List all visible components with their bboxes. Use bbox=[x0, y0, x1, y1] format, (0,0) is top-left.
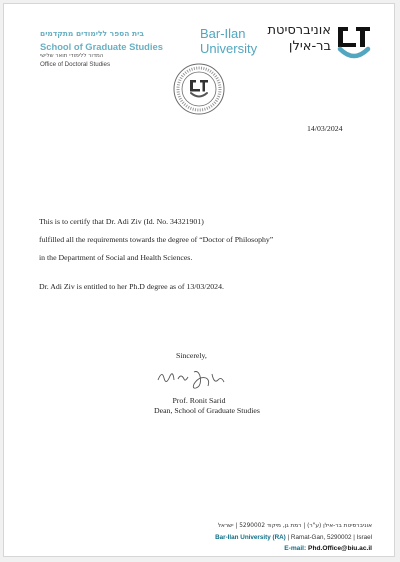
closing-text: Sincerely, bbox=[176, 351, 207, 360]
footer-email-label: E-mail: bbox=[284, 545, 309, 552]
footer-email-link[interactable]: Phd.Office@biu.ac.il bbox=[308, 545, 372, 552]
document-page bbox=[3, 3, 395, 557]
footer-english-address bbox=[215, 534, 372, 541]
university-seal-stamp-icon bbox=[172, 62, 226, 116]
footer-hebrew-address bbox=[218, 523, 372, 529]
certification-line-1: This is to certify that Dr. Adi Ziv (Id. No. 34321901) bbox=[39, 217, 204, 226]
certification-line-3: in the Department of Social and Health Sciences. bbox=[39, 253, 193, 262]
signer-name: Prof. Ronit Sarid bbox=[172, 396, 226, 405]
school-name-hebrew: בית הספר ללימודים מתקדמים bbox=[40, 29, 144, 38]
office-name-english: Office of Doctoral Studies bbox=[40, 61, 111, 68]
footer-email bbox=[284, 545, 372, 552]
university-name-hebrew-line1: אוניברסיטת bbox=[267, 23, 331, 38]
university-name-hebrew-line2: בר-אילן bbox=[288, 39, 331, 54]
footer-hebrew-address-text: אוניברסיטת בר-אילן (ע"ר) | רמת גן, מיקוד 5290002 | ישראל bbox=[217, 523, 372, 529]
signer-title: Dean, School of Graduate Studies bbox=[154, 406, 260, 415]
handwritten-signature-icon bbox=[154, 364, 229, 394]
entitlement-line: Dr. Adi Ziv is entitled to her Ph.D degree as of 13/03/2024. bbox=[39, 282, 224, 291]
footer-university-name: Bar-Ilan University (RA) bbox=[215, 534, 286, 541]
university-name-english-line1: Bar-Ilan bbox=[200, 26, 246, 41]
school-name-english: School of Graduate Studies bbox=[40, 41, 163, 52]
university-name-english-line2: University bbox=[200, 41, 258, 56]
document-date: 14/03/2024 bbox=[307, 124, 343, 133]
certification-line-2: fulfilled all the requirements towards the degree of “Doctor of Philosophy” bbox=[39, 235, 274, 244]
bar-ilan-logo-icon bbox=[334, 21, 374, 61]
office-name-hebrew: המדור ללימודי תואר שלישי bbox=[40, 53, 104, 59]
footer-english-address-text: | Ramat-Gan, 5290002 | Israel bbox=[285, 534, 372, 541]
